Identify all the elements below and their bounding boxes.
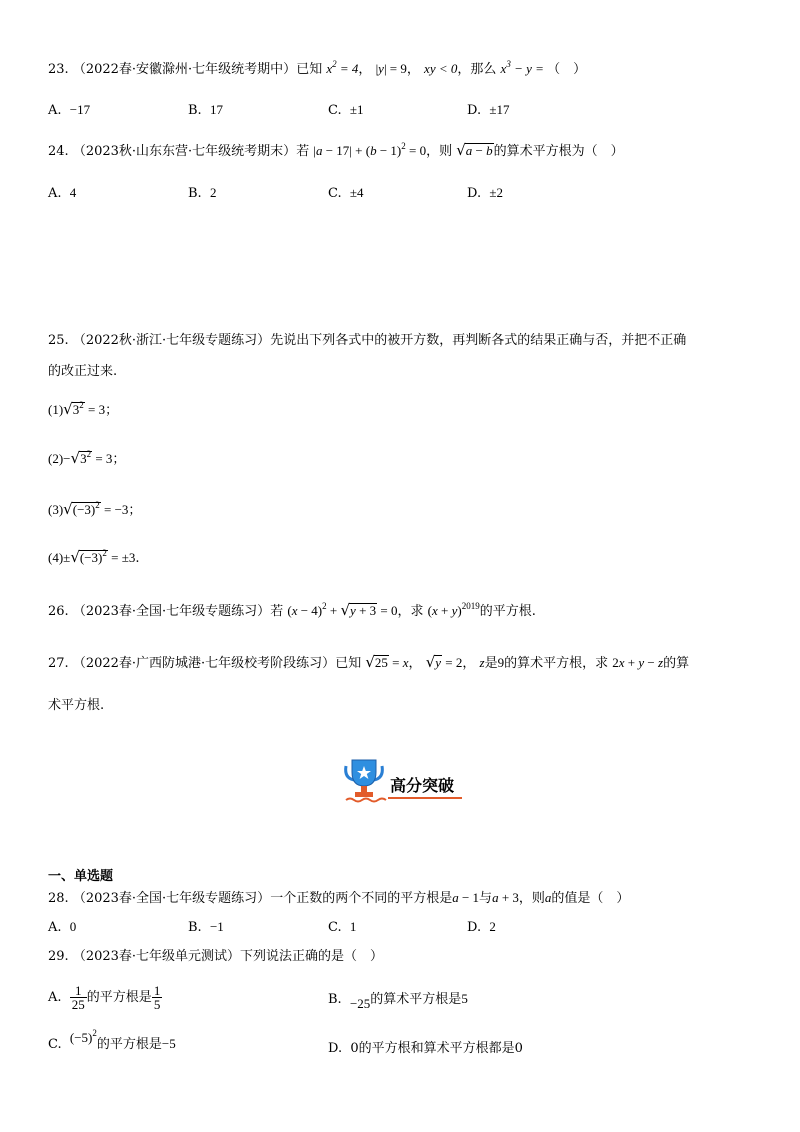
question-23: 23. （2022春·安徽滁州·七年级统考期中）已知 $x^2 = 4$， |y| = 9， xy < 0，那么 $x^3 - y$ = （ ） — [48, 59, 587, 77]
option-d: D. 2 — [467, 919, 496, 935]
fraction: $\frac{1}{5}$ — [153, 983, 161, 1012]
trophy-icon — [340, 756, 388, 804]
question-source: （2023春·七年级单元测试） — [72, 949, 241, 964]
option-a: A. 4 — [48, 185, 77, 201]
math-expr: $(x + y)^{2019}$ — [427, 601, 480, 618]
math-expr: $x^2 = 4$ — [326, 59, 359, 76]
question-number: 24. — [48, 144, 69, 159]
math-expr: √y = 2 — [425, 653, 463, 671]
question-source: （2022春·安徽滁州·七年级统考期中） — [72, 62, 297, 77]
q25-item-2: $(2)-√3^2 = 3$； — [48, 449, 126, 467]
math-expr: $|a - 17| + (b - 1)^2 = 0$ — [313, 141, 427, 158]
math-expr: √25 = x — [365, 653, 409, 671]
option-a: A. −17 — [48, 102, 91, 118]
question-26: 26. （2023春·全国·七年级专题练习）若 $(x - 4)^2 + √y + 3 = 0$，求 $(x + y)^{2019}$的平方根. — [48, 601, 536, 619]
question-number: 28. — [48, 891, 69, 906]
question-27: 27. （2022春·广西防城港·七年级校考阶段练习）已知 √25 = x， √y = 2， z是9的算术平方根，求 2x + y − z的算 — [48, 653, 690, 671]
math-expr: z — [479, 655, 485, 670]
math-expr: $x^3 - y$ = — [500, 59, 548, 76]
option-d: D. 0的平方根和算术平方根都是0 — [328, 1041, 523, 1056]
question-number: 23. — [48, 62, 69, 77]
banner-underline — [388, 797, 462, 799]
question-source: （2023春·全国·七年级专题练习） — [72, 891, 271, 906]
question-source: （2023秋·山东东营·七年级统考期末） — [72, 144, 297, 159]
question-number: 26. — [48, 604, 69, 619]
banner-title: 高分突破 — [390, 776, 455, 795]
question-source: （2022春·广西防城港·七年级校考阶段练习） — [72, 656, 336, 671]
option-c: C. $(-5)^2$的平方根是−5 — [48, 1028, 176, 1052]
question-number: 27. — [48, 656, 69, 671]
option-d: D. ±17 — [467, 102, 510, 118]
question-number: 29. — [48, 949, 69, 964]
section-heading: 一、单选题 — [48, 869, 114, 884]
q25-item-4: $(4)\pm√(-3)^2 = \pm 3$. — [48, 548, 140, 566]
fraction: $\frac{1}{25}$ — [71, 983, 85, 1012]
option-c: C. ±1 — [328, 102, 364, 118]
math-expr: √a − b — [456, 141, 493, 159]
math-expr: |y| = 9 — [375, 61, 407, 76]
option-b: B. 17 — [188, 102, 223, 118]
option-c: C. 1 — [328, 919, 357, 935]
math-expr: xy < 0 — [424, 61, 458, 76]
banner-high-score — [340, 756, 470, 804]
math-expr: $(x - 4)^2 + √y + 3 = 0$ — [287, 601, 398, 619]
question-25-line2: 的改正过来. — [48, 364, 118, 379]
question-source: （2022秋·浙江·七年级专题练习） — [72, 333, 271, 348]
option-a: A. 0 — [48, 919, 77, 935]
question-28: 28. （2023春·全国·七年级专题练习）一个正数的两个不同的平方根是a − 1与a + 3，则a的值是（ ） — [48, 890, 630, 906]
question-29: 29. （2023春·七年级单元测试）下列说法正确的是（ ） — [48, 949, 384, 964]
option-b: B. −1 — [188, 919, 224, 935]
option-d: D. ±2 — [467, 185, 503, 201]
option-a: A. $\frac{1}{25}$ 的平方根是 $\frac{1}{5}$ — [48, 983, 161, 1012]
question-25: 25. （2022秋·浙江·七年级专题练习）先说出下列各式中的被开方数，再判断各式的结果正确与否，并把不正确 — [48, 333, 687, 348]
math-expr: 2x + y − z — [612, 655, 664, 670]
option-c: C. ±4 — [328, 185, 364, 201]
option-b: B. −25的算术平方根是5 — [328, 991, 468, 1011]
question-source: （2023春·全国·七年级专题练习） — [72, 604, 271, 619]
option-b: B. 2 — [188, 185, 217, 201]
q25-item-1: $(1)√3^2 = 3$； — [48, 400, 119, 418]
question-27-line2: 术平方根. — [48, 698, 105, 713]
q25-item-3: $(3)√(-3)^2 = -3$； — [48, 500, 142, 518]
question-number: 25. — [48, 333, 69, 348]
question-24: 24. （2023秋·山东东营·七年级统考期末）若 $|a - 17| + (b - 1)^2 = 0$，则 √a − b的算术平方根为（ ） — [48, 141, 624, 159]
